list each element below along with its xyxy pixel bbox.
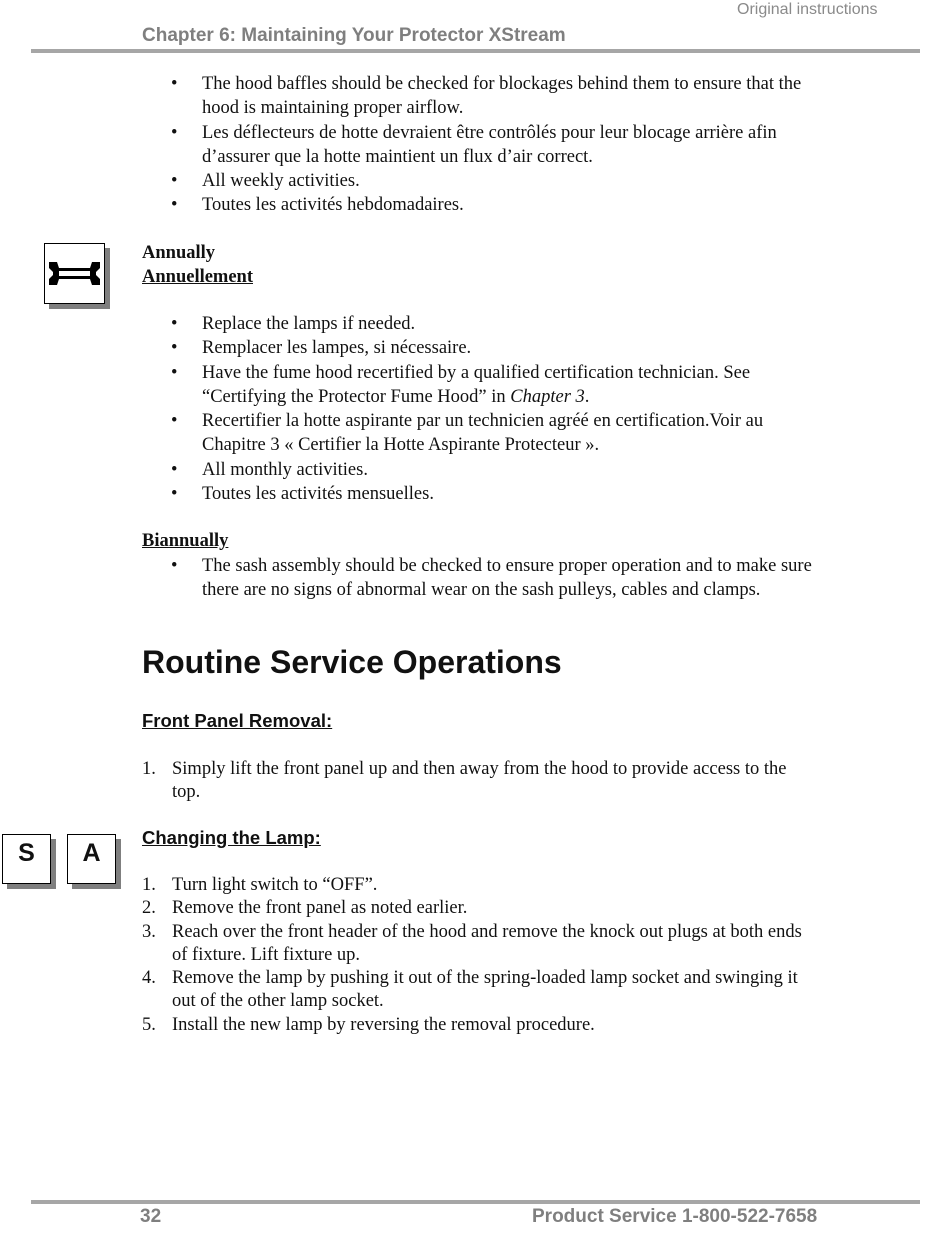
recertify-text-end: .	[584, 386, 590, 407]
service-s-icon	[2, 834, 51, 884]
step-text: Simply lift the front panel up and then away from the hood to provide access to the top.	[172, 759, 787, 803]
step-number: 2.	[142, 898, 156, 919]
list-item: • Les déflecteurs de hotte devraient être contrôlés pour leur blocage arrière afin d’assurer que la hotte maintient un flux d’air correct.	[142, 121, 812, 170]
recertify-text: Have the fume hood recertified by a qualified certification technician. See “Certifying the Protector Fume Hood” in	[202, 362, 751, 407]
list-item: • Remplacer les lampes, si nécessaire.	[142, 336, 812, 360]
list-item	[142, 921, 812, 968]
annually-bullet-list	[142, 312, 812, 506]
list-item: • Toutes les activités mensuelles.	[142, 482, 812, 506]
step-number: 4.	[142, 968, 156, 989]
front-panel-steps	[142, 758, 812, 805]
list-item: • The sash assembly should be checked to ensure proper operation and to make sure there are no signs of abnormal wear on the sash pulleys, cables and clamps.	[142, 554, 812, 603]
wrench-icon-graphic	[45, 244, 104, 303]
list-item: • All weekly activities.	[142, 169, 812, 193]
footer-rule	[31, 1200, 920, 1204]
list-item	[142, 967, 812, 1014]
a-label: A	[82, 839, 101, 867]
list-item	[142, 874, 812, 897]
annually-title-fr: Annuellement	[142, 267, 253, 287]
wrench-icon	[44, 243, 105, 304]
step-text: Install the new lamp by reversing the removal procedure.	[172, 1014, 595, 1035]
list-item: • All monthly activities.	[142, 458, 812, 482]
step-number: 1.	[142, 875, 156, 895]
step-text: Remove the front panel as noted earlier.	[172, 898, 468, 919]
front-panel-title: Front Panel Removal:	[142, 710, 333, 731]
list-item	[142, 361, 812, 410]
step-number: 1.	[142, 759, 156, 779]
list-item: • The hood baffles should be checked for blockages behind them to ensure that the hood is maintaining proper airflow.	[142, 72, 812, 121]
step-number: 3.	[142, 921, 156, 942]
top-bullet-list	[142, 72, 812, 218]
header-note: Original instructions	[737, 1, 878, 18]
list-item: • Replace the lamps if needed.	[142, 312, 812, 336]
list-item: • Toutes les activités hebdomadaires.	[142, 193, 812, 217]
page-number: 32	[140, 1206, 162, 1227]
service-a-icon	[67, 834, 116, 884]
changing-lamp-title: Changing the Lamp:	[142, 827, 321, 848]
step-text: Turn light switch to “OFF”.	[172, 875, 378, 895]
header-rule	[31, 49, 920, 53]
product-service-phone: Product Service 1-800-522-7658	[532, 1206, 818, 1227]
step-number: 5.	[142, 1014, 156, 1035]
biannually-title: Biannually	[142, 531, 229, 551]
list-item	[142, 897, 812, 920]
chapter-reference: Chapter 3	[510, 386, 585, 407]
list-item	[142, 758, 812, 805]
chapter-title: Chapter 6: Maintaining Your Protector XStream	[142, 25, 566, 46]
s-label: S	[18, 839, 35, 867]
biannually-bullet-list	[142, 554, 812, 603]
changing-lamp-steps	[142, 874, 812, 1037]
step-text: Reach over the front header of the hood and remove the knock out plugs at both ends of fixture. Lift fixture up.	[172, 921, 802, 965]
section-title: Routine Service Operations	[142, 644, 562, 680]
list-item: • Recertifier la hotte aspirante par un technicien agréé en certification.Voir au Chapitre 3 « Certifier la Hotte Aspirante Protecteur ».	[142, 409, 812, 458]
list-item	[142, 1014, 812, 1037]
step-text: Remove the lamp by pushing it out of the spring-loaded lamp socket and swinging it out of the other lamp socket.	[172, 968, 798, 1012]
annually-title: Annually	[142, 243, 216, 263]
